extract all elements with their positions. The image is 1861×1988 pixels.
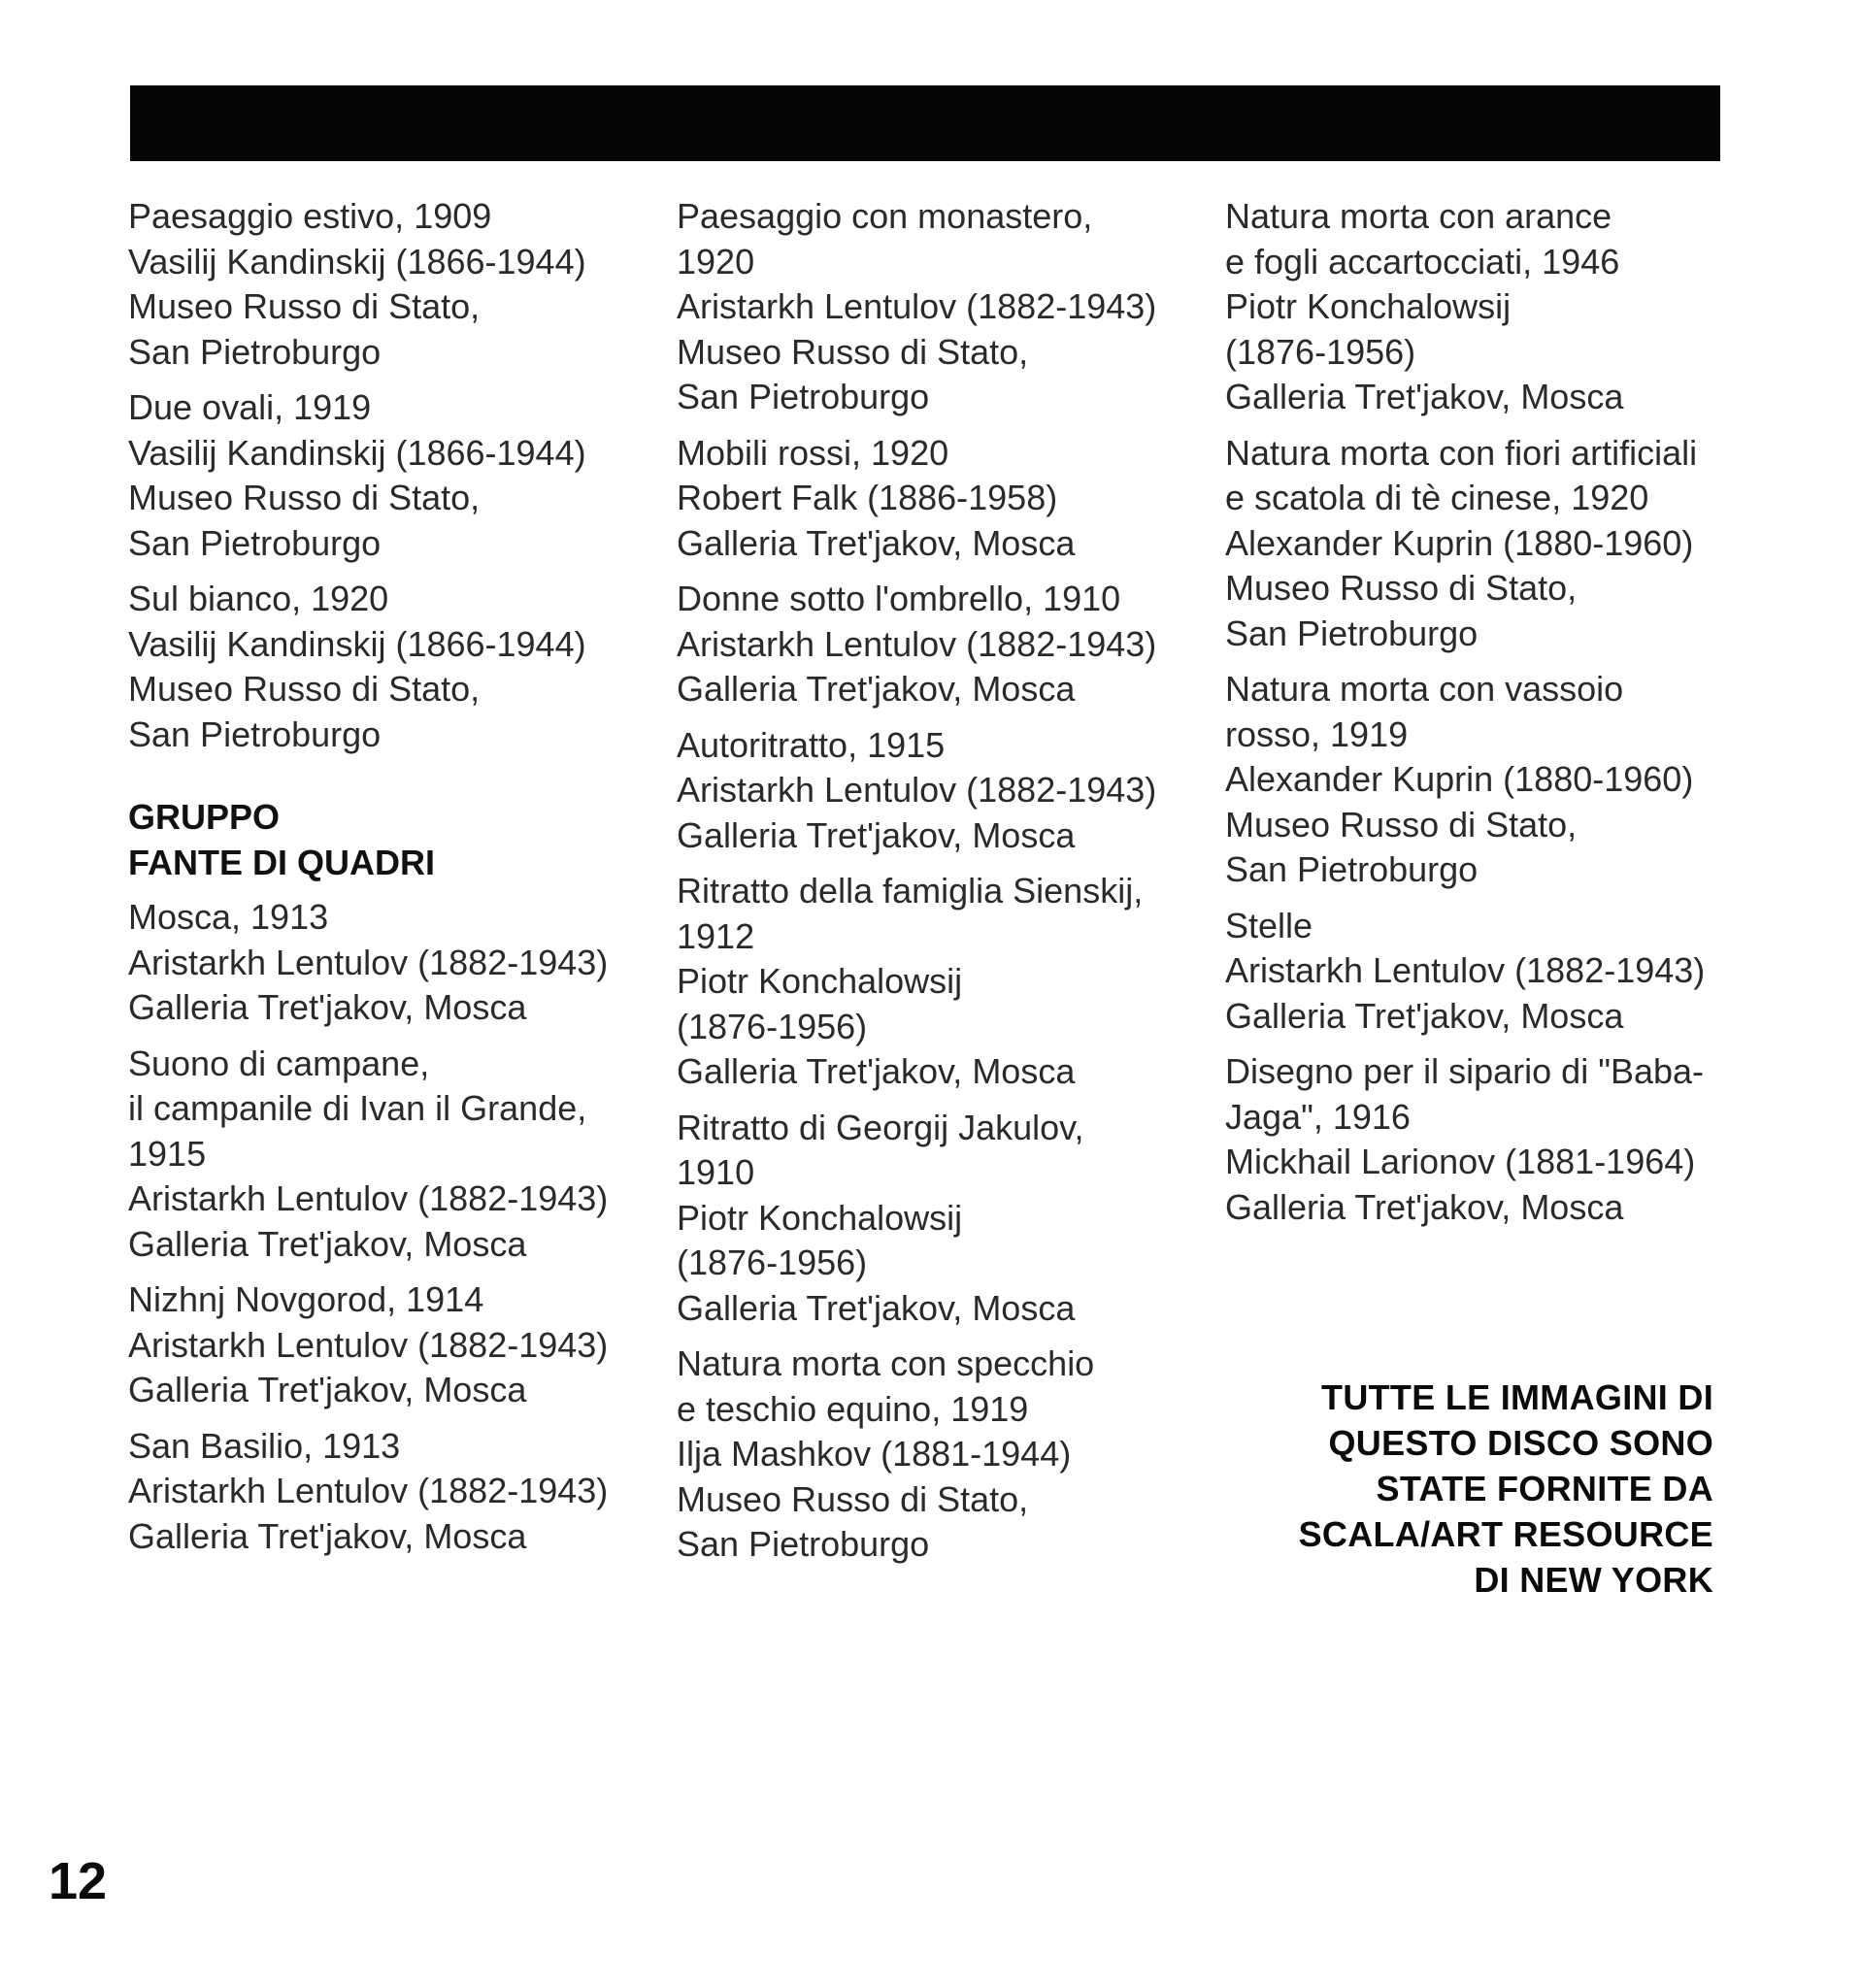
entry-detail: Vasilij Kandinskij (1866-1944) xyxy=(128,623,586,664)
entry-title: Natura morta con specchio xyxy=(677,1343,1095,1383)
catalog-entry xyxy=(1225,431,1769,657)
group-heading-line: GRUPPO xyxy=(128,797,281,837)
entry-detail: San Pietroburgo xyxy=(128,331,382,372)
entry-detail: Alexander Kuprin (1880-1960) xyxy=(1225,759,1694,799)
entry-detail: Museo Russo di Stato, xyxy=(1225,568,1578,608)
entry-title: Mosca, 1913 xyxy=(128,897,329,937)
group-heading-line: FANTE DI QUADRI xyxy=(128,843,436,882)
catalog-entry xyxy=(677,869,1220,1095)
credit-line: TUTTE LE IMMAGINI DI xyxy=(1321,1377,1713,1417)
entry-title: Disegno per il sipario di "Baba- xyxy=(1225,1051,1705,1091)
column-1 xyxy=(128,194,672,1570)
group-heading xyxy=(128,794,672,885)
catalog-entry xyxy=(677,194,1220,420)
catalog-entry xyxy=(1225,904,1769,1040)
entry-detail: 1920 xyxy=(677,241,755,282)
credit-line: SCALA/ART RESOURCE xyxy=(1298,1514,1713,1554)
entry-detail: Aristarkh Lentulov (1882-1943) xyxy=(677,770,1157,810)
entry-detail: Aristarkh Lentulov (1882-1943) xyxy=(128,1471,609,1510)
catalog-entry xyxy=(677,1106,1220,1332)
entry-detail: Museo Russo di Stato, xyxy=(128,669,481,709)
entry-detail: e fogli accartocciati, 1946 xyxy=(1225,241,1620,282)
entry-detail: Galleria Tret'jakov, Mosca xyxy=(128,1515,527,1556)
entry-detail: Alexander Kuprin (1880-1960) xyxy=(1225,522,1694,563)
entry-detail: Aristarkh Lentulov (1882-1943) xyxy=(128,942,609,982)
catalog-entry xyxy=(1225,667,1769,893)
entry-detail: Aristarkh Lentulov (1882-1943) xyxy=(1225,950,1706,990)
entry-detail: 1915 xyxy=(128,1133,207,1174)
entry-detail: Aristarkh Lentulov (1882-1943) xyxy=(677,623,1157,664)
entry-detail: San Pietroburgo xyxy=(1225,849,1479,889)
entry-detail: Galleria Tret'jakov, Mosca xyxy=(677,522,1076,563)
catalog-entry xyxy=(128,577,672,757)
entry-detail: San Pietroburgo xyxy=(128,713,382,754)
catalog-entry xyxy=(128,895,672,1031)
catalog-entry xyxy=(677,431,1220,567)
catalog-entry xyxy=(677,577,1220,712)
catalog-entry xyxy=(128,1277,672,1413)
column-3 xyxy=(1225,194,1769,1241)
entry-detail: Vasilij Kandinskij (1866-1944) xyxy=(128,241,586,282)
entry-title: Natura morta con fiori artificiali xyxy=(1225,432,1698,473)
entry-detail: rosso, 1919 xyxy=(1225,713,1409,754)
entry-detail: Galleria Tret'jakov, Mosca xyxy=(128,987,527,1027)
entry-detail: 1912 xyxy=(677,915,755,956)
catalog-entry xyxy=(128,1042,672,1268)
entry-detail: e teschio equino, 1919 xyxy=(677,1388,1029,1429)
entry-detail: San Pietroburgo xyxy=(677,1524,930,1564)
entry-detail: Museo Russo di Stato, xyxy=(128,286,481,326)
entry-title: Sul bianco, 1920 xyxy=(128,579,389,618)
entry-detail: Piotr Konchalowsij xyxy=(677,1197,963,1238)
entry-detail: (1876-1956) xyxy=(677,1242,868,1282)
entry-detail: (1876-1956) xyxy=(677,1006,868,1046)
catalog-entry xyxy=(128,385,672,566)
entry-title: Nizhnj Novgorod, 1914 xyxy=(128,1279,484,1319)
entry-detail: e scatola di tè cinese, 1920 xyxy=(1225,478,1649,517)
entry-title: Autoritratto, 1915 xyxy=(677,724,946,765)
entry-title: Ritratto della famiglia Sienskij, xyxy=(677,871,1144,911)
entry-detail: Galleria Tret'jakov, Mosca xyxy=(1225,995,1624,1036)
entry-detail: Museo Russo di Stato, xyxy=(1225,804,1578,845)
entry-detail: 1910 xyxy=(677,1152,755,1192)
entry-detail: Aristarkh Lentulov (1882-1943) xyxy=(128,1324,609,1365)
catalog-entry xyxy=(1225,194,1769,420)
credit-line: DI NEW YORK xyxy=(1474,1560,1713,1600)
entry-title: Due ovali, 1919 xyxy=(128,387,372,427)
entry-detail: Galleria Tret'jakov, Mosca xyxy=(677,669,1076,709)
entry-title: Stelle xyxy=(1225,905,1313,945)
page-number: 12 xyxy=(49,1852,108,1910)
entry-detail: Galleria Tret'jakov, Mosca xyxy=(677,1051,1076,1091)
entry-detail: il campanile di Ivan il Grande, xyxy=(128,1088,587,1128)
credit-line: QUESTO DISCO SONO xyxy=(1328,1423,1713,1463)
entry-detail: (1876-1956) xyxy=(1225,331,1416,372)
image-credit-notice xyxy=(1299,1375,1713,1603)
entry-title: Paesaggio con monastero, xyxy=(677,196,1093,236)
credit-line: STATE FORNITE DA xyxy=(1376,1469,1713,1508)
catalog-entry xyxy=(1225,1049,1769,1230)
entry-detail: San Pietroburgo xyxy=(677,377,930,416)
entry-detail: Jaga", 1916 xyxy=(1225,1096,1411,1137)
entry-title: Natura morta con arance xyxy=(1225,196,1612,236)
entry-detail: Ilja Mashkov (1881-1944) xyxy=(677,1434,1072,1474)
entry-title: Ritratto di Georgij Jakulov, xyxy=(677,1107,1084,1147)
entry-detail: San Pietroburgo xyxy=(1225,613,1479,653)
entry-detail: Mickhail Larionov (1881-1964) xyxy=(1225,1142,1696,1181)
entry-detail: Museo Russo di Stato, xyxy=(677,331,1029,372)
column-2 xyxy=(677,194,1220,1578)
entry-title: Natura morta con vassoio xyxy=(1225,669,1624,709)
catalog-entry xyxy=(128,1424,672,1560)
catalog-entry xyxy=(677,1342,1220,1568)
entry-detail: Galleria Tret'jakov, Mosca xyxy=(128,1223,527,1264)
entry-detail: Galleria Tret'jakov, Mosca xyxy=(1225,1186,1624,1227)
catalog-entry xyxy=(677,723,1220,859)
entry-detail: Vasilij Kandinskij (1866-1944) xyxy=(128,432,586,473)
entry-detail: Piotr Konchalowsij xyxy=(677,961,963,1001)
entry-title: Paesaggio estivo, 1909 xyxy=(128,196,492,236)
entry-detail: San Pietroburgo xyxy=(128,522,382,563)
entry-title: Suono di campane, xyxy=(128,1043,430,1083)
entry-detail: Robert Falk (1886-1958) xyxy=(677,478,1058,517)
entry-title: Donne sotto l'ombrello, 1910 xyxy=(677,579,1121,618)
entry-title: San Basilio, 1913 xyxy=(128,1425,401,1466)
header-black-bar xyxy=(130,85,1720,161)
entry-detail: Piotr Konchalowsij xyxy=(1225,286,1512,326)
entry-detail: Museo Russo di Stato, xyxy=(128,478,481,517)
entry-detail: Aristarkh Lentulov (1882-1943) xyxy=(677,286,1157,326)
entry-detail: Aristarkh Lentulov (1882-1943) xyxy=(128,1178,609,1218)
entry-detail: Galleria Tret'jakov, Mosca xyxy=(128,1370,527,1409)
entry-detail: Galleria Tret'jakov, Mosca xyxy=(1225,377,1624,416)
entry-detail: Galleria Tret'jakov, Mosca xyxy=(677,1287,1076,1328)
entry-detail: Galleria Tret'jakov, Mosca xyxy=(677,814,1076,855)
entry-detail: Museo Russo di Stato, xyxy=(677,1478,1029,1519)
entry-title: Mobili rossi, 1920 xyxy=(677,432,949,473)
catalog-entry xyxy=(128,194,672,375)
